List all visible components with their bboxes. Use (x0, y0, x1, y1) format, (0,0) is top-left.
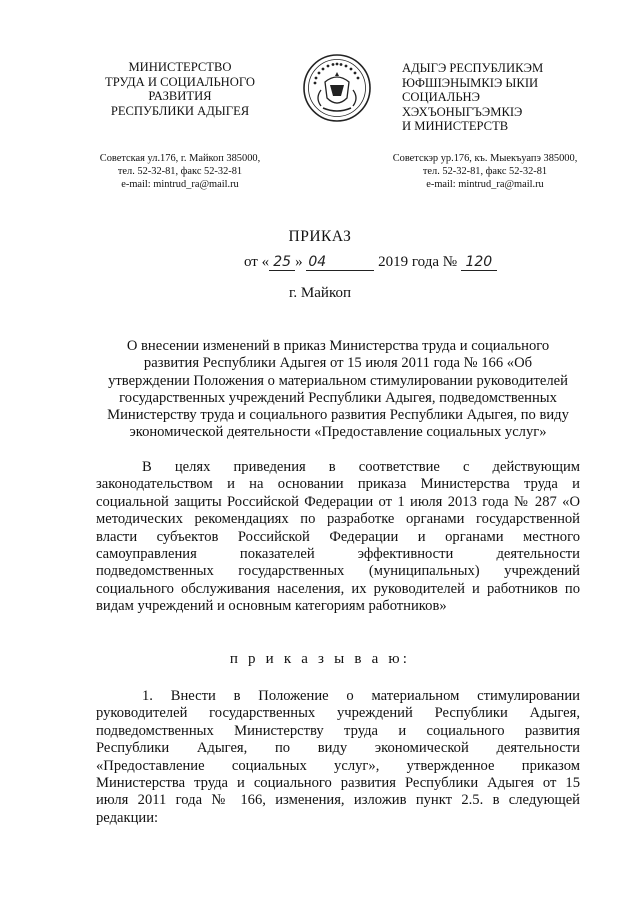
paragraph-line: методических рекомендациях по разработке органами государственной (96, 511, 580, 528)
subject-line: Министерству труда и социального развития Республики Адыгея, по виду (107, 407, 569, 424)
paragraph-line: июля 2011 года № 166, изменения, изложив пункт 2.5. в следующей (96, 792, 580, 809)
letterhead-right-line: ЮФШІЭНЫМКІЭ ЫКІИ (402, 75, 539, 90)
order-subject (96, 338, 580, 442)
paragraph-line: подведомственных государственных (муниципальных) учреждений (96, 563, 580, 580)
paragraph-line: 1. Внести в Положение о материальном стимулировании (142, 688, 580, 704)
paragraph-line: Республики Адыгея, по виду экономической деятельности (96, 740, 580, 757)
subject-line: государственных учреждений Республики Адыгея, подведомственных (119, 389, 557, 406)
paragraph-line: самоуправления показателей эффективности деятельности (96, 546, 580, 563)
coat-of-arms-icon (301, 52, 373, 124)
date-prefix: от « (244, 254, 270, 270)
preamble-paragraph (96, 459, 580, 616)
paragraph-line: редакции: (96, 809, 159, 826)
letterhead-left-line: РЕСПУБЛИКИ АДЫГЕЯ (110, 103, 250, 118)
order-title: ПРИКАЗ (288, 228, 352, 245)
paragraph-line: В целях приведения в соответствие с действующим (142, 459, 580, 475)
letterhead-left-line: РАЗВИТИЯ (148, 89, 212, 103)
letterhead-left-line: ТРУДА И СОЦИАЛЬНОГО (105, 74, 255, 89)
letterhead-left-line: МИНИСТЕРСТВО (128, 60, 232, 74)
order-number: 120 (461, 254, 497, 271)
contacts-left (74, 152, 286, 191)
letterhead-right-line: ХЭХЪОНЫГЪЭМКІЭ (402, 104, 523, 119)
subject-line: экономической деятельности «Предоставление социальных услуг» (129, 424, 547, 441)
date-mid: » (295, 254, 303, 270)
paragraph-line: «Предоставление социальных услуг», утвержденное приказом (96, 757, 580, 774)
item-1-paragraph (96, 688, 580, 827)
order-year: 2019 года № (378, 254, 458, 270)
order-date-line (244, 254, 497, 271)
subject-line: утверждении Положения о материальном стимулировании руководителей (108, 372, 568, 389)
subject-line: развития Республики Адыгея от 15 июля 2011 года № 166 «Об (143, 355, 533, 372)
order-day: 25 (269, 254, 295, 271)
subject-line: О внесении изменений в приказ Министерства труда и социального (126, 338, 550, 354)
letterhead-left (68, 60, 292, 118)
paragraph-line: видам учреждений и основным категориям работников» (96, 598, 447, 615)
contact-phone: тел. 52-32-81, факс 52-32-81 (422, 166, 548, 177)
letterhead-right-line: СОЦИАЛЬНЭ (402, 90, 480, 104)
letterhead-right-line: И МИНИСТЕРСТВ (402, 119, 509, 133)
contact-phone: тел. 52-32-81, факс 52-32-81 (117, 166, 243, 177)
paragraph-line: социального обслуживания населения, их руководителей и работников по (96, 580, 580, 597)
letterhead-right (402, 61, 562, 134)
contact-address: Советскэр ур.176, къ. Мыекъуапэ 385000, (392, 153, 578, 164)
contact-email: e-mail: mintrud_ra@mail.ru (121, 179, 239, 190)
paragraph-line: руководителей государственных учреждений Республики Адыгея, (96, 705, 580, 722)
paragraph-line: подведомственных Министерству труда и социального развития (96, 722, 580, 739)
paragraph-line: законодательством и на основании приказа Министерства труда и (96, 476, 580, 493)
paragraph-line: власти субъектов Российской Федерации и органами местного (96, 528, 580, 545)
paragraph-line: социальной защиты Российской Федерации от 1 июля 2013 года № 287 «О (96, 493, 580, 510)
contact-email: e-mail: mintrud_ra@mail.ru (426, 179, 544, 190)
contact-address: Советская ул.176, г. Майкоп 385000, (99, 153, 261, 164)
contacts-right (382, 152, 588, 191)
order-city: г. Майкоп (288, 285, 352, 301)
decree-word: п р и к а з ы в а ю: (229, 651, 411, 667)
paragraph-line: Министерства труда и социального развития Республики Адыгея от 15 (96, 775, 580, 792)
order-month: 04 (306, 254, 374, 271)
letterhead-right-line: АДЫГЭ РЕСПУБЛИКЭМ (402, 61, 544, 75)
